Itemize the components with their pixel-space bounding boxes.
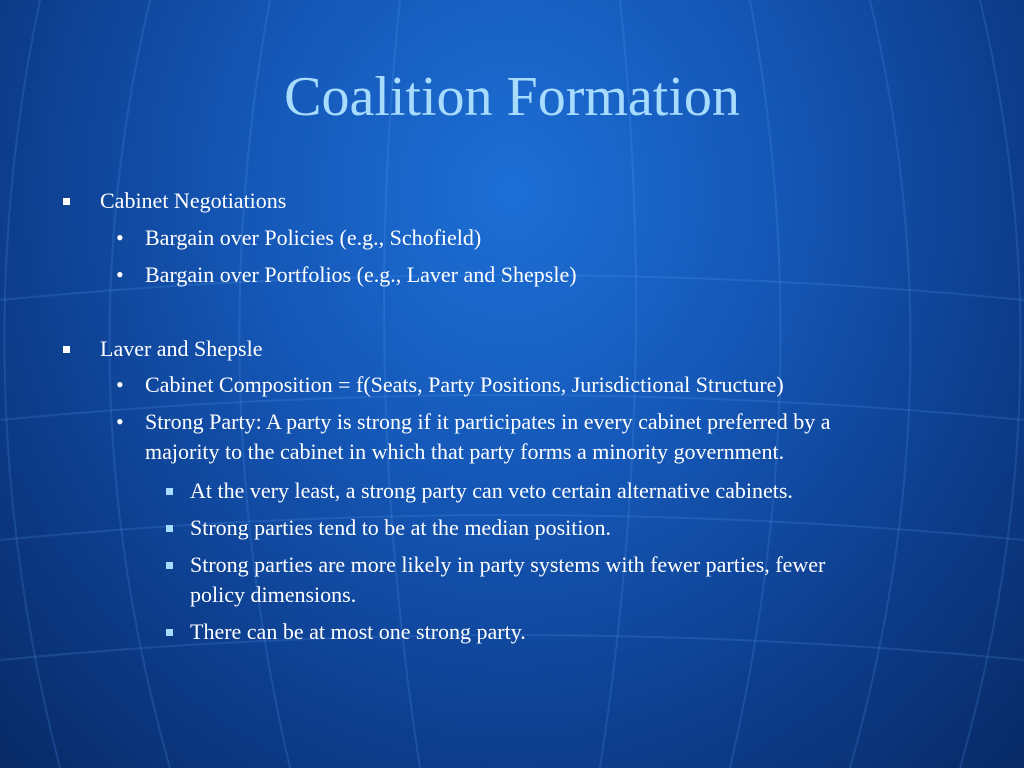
dot-bullet-icon: • — [116, 225, 124, 250]
dot-bullet-icon: • — [116, 262, 124, 287]
square-bullet-icon — [166, 525, 173, 532]
square-bullet-icon — [63, 198, 70, 205]
bullet-fewer-line1: Strong parties are more likely in party systems with fewer parties, fewer — [190, 552, 826, 577]
bullet-cabinet-negotiations: Cabinet Negotiations — [100, 188, 287, 213]
bullet-cabinet-composition: Cabinet Composition = f(Seats, Party Positions, Jurisdictional Structure) — [145, 372, 784, 397]
bullet-bargain-policies: Bargain over Policies (e.g., Schofield) — [145, 225, 482, 250]
square-bullet-icon — [166, 488, 173, 495]
bullet-fewer-line2: policy dimensions. — [190, 582, 357, 607]
bullet-laver-shepsle: Laver and Shepsle — [100, 336, 263, 361]
bullet-bargain-portfolios: Bargain over Portfolios (e.g., Laver and Shepsle) — [145, 262, 577, 287]
bullet-strong-party-line1: Strong Party: A party is strong if it participates in every cabinet preferred by a — [145, 409, 831, 434]
bullet-strong-party-line2: majority to the cabinet in which that party forms a minority government. — [145, 439, 785, 464]
dot-bullet-icon: • — [116, 372, 124, 397]
bullet-median: Strong parties tend to be at the median position. — [190, 515, 611, 540]
bullet-veto: At the very least, a strong party can veto certain alternative cabinets. — [190, 478, 793, 503]
square-bullet-icon — [166, 629, 173, 636]
square-bullet-icon — [166, 562, 173, 569]
bullet-at-most-one: There can be at most one strong party. — [190, 619, 526, 644]
slide-title: Coalition Formation — [284, 66, 740, 128]
dot-bullet-icon: • — [116, 409, 124, 434]
square-bullet-icon — [63, 346, 70, 353]
